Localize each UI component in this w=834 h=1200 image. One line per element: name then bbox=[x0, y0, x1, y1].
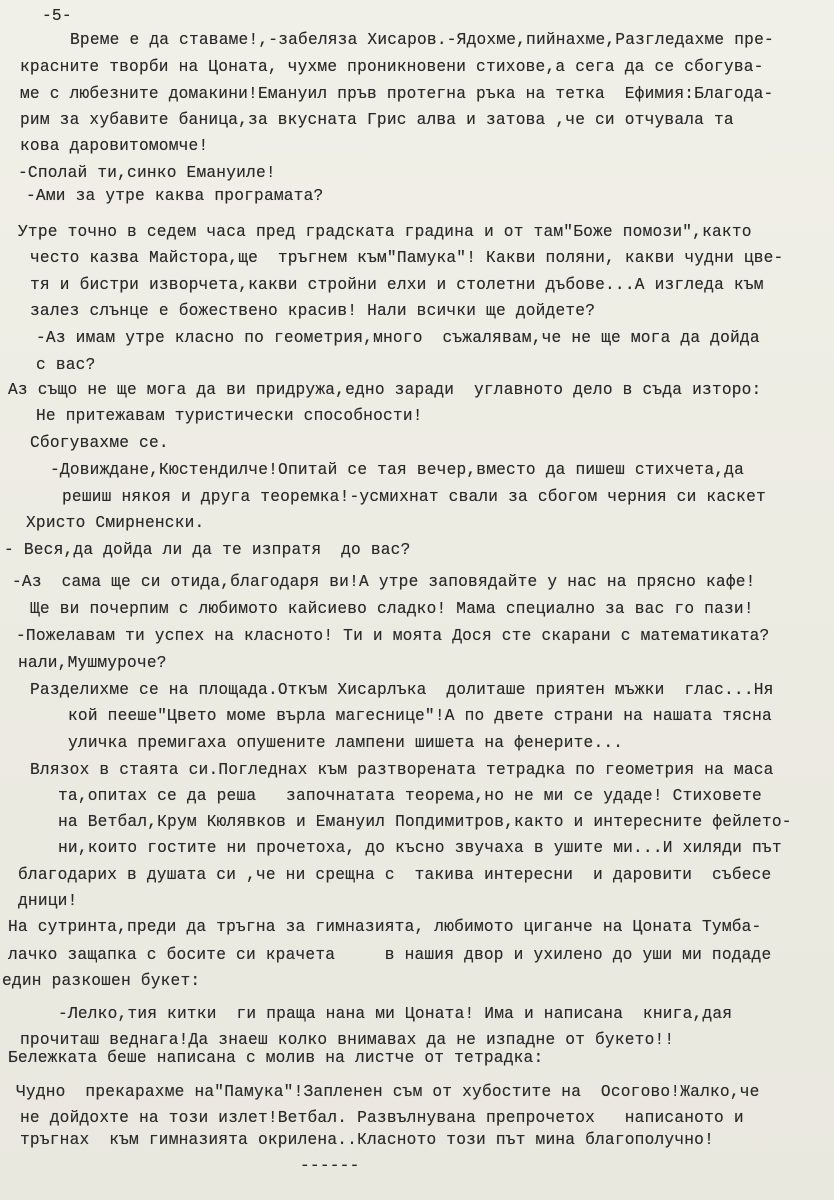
text-line: лачко защапка с босите си крачета в нашия двор и ухилено до уши ми подаде bbox=[8, 946, 772, 964]
text-line: Влязох в стаята си.Погледнах към разтворената тетрадка по геометрия на маса bbox=[30, 761, 774, 779]
text-line: дници! bbox=[18, 892, 78, 910]
text-line: уличка премигаха опушените лампени шишета на фенерите... bbox=[68, 734, 624, 752]
text-line: благодарих в душата си ,че ни срещна с такива интересни и даровити събесе bbox=[18, 866, 772, 884]
text-line: тръгнах към гимназията окрилена..Класното този път мина благополучно! bbox=[20, 1131, 714, 1149]
text-line: Сбогувахме се. bbox=[30, 434, 169, 452]
text-line: На сутринта,преди да тръгна за гимназията, любимото циганче на Цоната Тумба- bbox=[8, 918, 762, 936]
text-line: Утре точно в седем часа пред градската градина и от там"Боже помози",както bbox=[18, 223, 752, 241]
text-line: нали,Мушмуроче? bbox=[18, 654, 167, 672]
text-line: решиш някоя и друга теоремка!-усмихнат свали за сбогом черния си каскет bbox=[62, 488, 766, 506]
text-line: ме с любезните домакини!Емануил пръв протегна ръка на тетка Ефимия:Благода- bbox=[20, 85, 774, 103]
text-line: -Аз имам утре класно по геометрия,много съжалявам,че не ще мога да дойда bbox=[36, 329, 760, 347]
text-line: не дойдохте на този излет!Ветбал. Развълнувана препрочетох написаното и bbox=[20, 1109, 744, 1127]
text-line: красните творби на Цоната, чухме проникновени стихове,а сега да се сбогува- bbox=[20, 58, 764, 76]
text-line: един разкошен букет: bbox=[2, 972, 201, 990]
text-line: -Лелко,тия китки ги праща нана ми Цоната! Има и написана книга,дая bbox=[58, 1005, 733, 1023]
text-line: Христо Смирненски. bbox=[26, 514, 205, 532]
text-line: Време е да ставаме!,-забеляза Хисаров.-Ядохме,пийнахме,Разгледахме пре- bbox=[70, 31, 774, 49]
text-line: -Сполай ти,синко Емануиле! bbox=[18, 164, 276, 182]
text-line: тя и бистри изворчета,какви стройни елхи и столетни дъбове...А изгледа към bbox=[30, 276, 764, 294]
text-line: Бележката беше написана с молив на листче от тетрадка: bbox=[8, 1049, 544, 1067]
text-line: Аз също не ще мога да ви придружа,едно заради углавното дело в съда изторо: bbox=[8, 381, 762, 399]
page-number: -5- bbox=[42, 7, 72, 25]
text-line: -Довиждане,Кюстендилче!Опитай се тая вечер,вместо да пишеш стихчета,да bbox=[50, 461, 744, 479]
text-line: та,опитах се да реша започнатата теорема,но не ми се удаде! Стиховете bbox=[58, 787, 762, 805]
text-line: Ще ви почерпим с любимото кайсиево сладко! Мама специално за вас го пази! bbox=[30, 600, 754, 618]
closing-dashes: ------ bbox=[300, 1157, 360, 1175]
text-line: -Ами за утре каква програмата? bbox=[26, 187, 324, 205]
text-line: ни,които гостите ни прочетоха, до късно звучаха в ушите ми...И хиляди път bbox=[58, 839, 782, 857]
text-line: -Пожелавам ти успех на класното! Ти и моята Дося сте скарани с математиката? bbox=[16, 627, 770, 645]
text-line: - Веся,да дойда ли да те изпратя до вас? bbox=[4, 541, 411, 559]
text-line: залез слънце е божествено красив! Нали всички ще дойдете? bbox=[30, 302, 596, 320]
text-line: -Аз сама ще си отида,благодаря ви!А утре заповядайте у нас на прясно кафе! bbox=[12, 573, 756, 591]
text-line: кова даровитомомче! bbox=[20, 137, 209, 155]
text-line: Не притежавам туристически способности! bbox=[36, 407, 423, 425]
text-line: често казва Майстора,ще тръгнем към"Памука"! Какви поляни, какви чудни цве- bbox=[30, 249, 784, 267]
text-line: кой пееше"Цвето моме върла магеснице"!А по двете страни на нашата тясна bbox=[68, 707, 772, 725]
text-line: Разделихме се на площада.Откъм Хисарлъка долиташе приятен мъжки глас...Ня bbox=[30, 681, 774, 699]
text-line: с вас? bbox=[36, 356, 96, 374]
text-line: на Ветбал,Крум Кюлявков и Емануил Попдимитров,както и интересните фейлето- bbox=[58, 813, 792, 831]
text-line: Чудно прекарахме на"Памука"!Запленен съм от хубостите на Осогово!Жалко,че bbox=[16, 1083, 760, 1101]
text-line: прочиташ веднага!Да знаеш колко внимавах да не изпадне от букето!! bbox=[20, 1031, 675, 1049]
text-line: рим за хубавите баница,за вкусната Грис алва и затова ,че си отчувала та bbox=[20, 111, 734, 129]
